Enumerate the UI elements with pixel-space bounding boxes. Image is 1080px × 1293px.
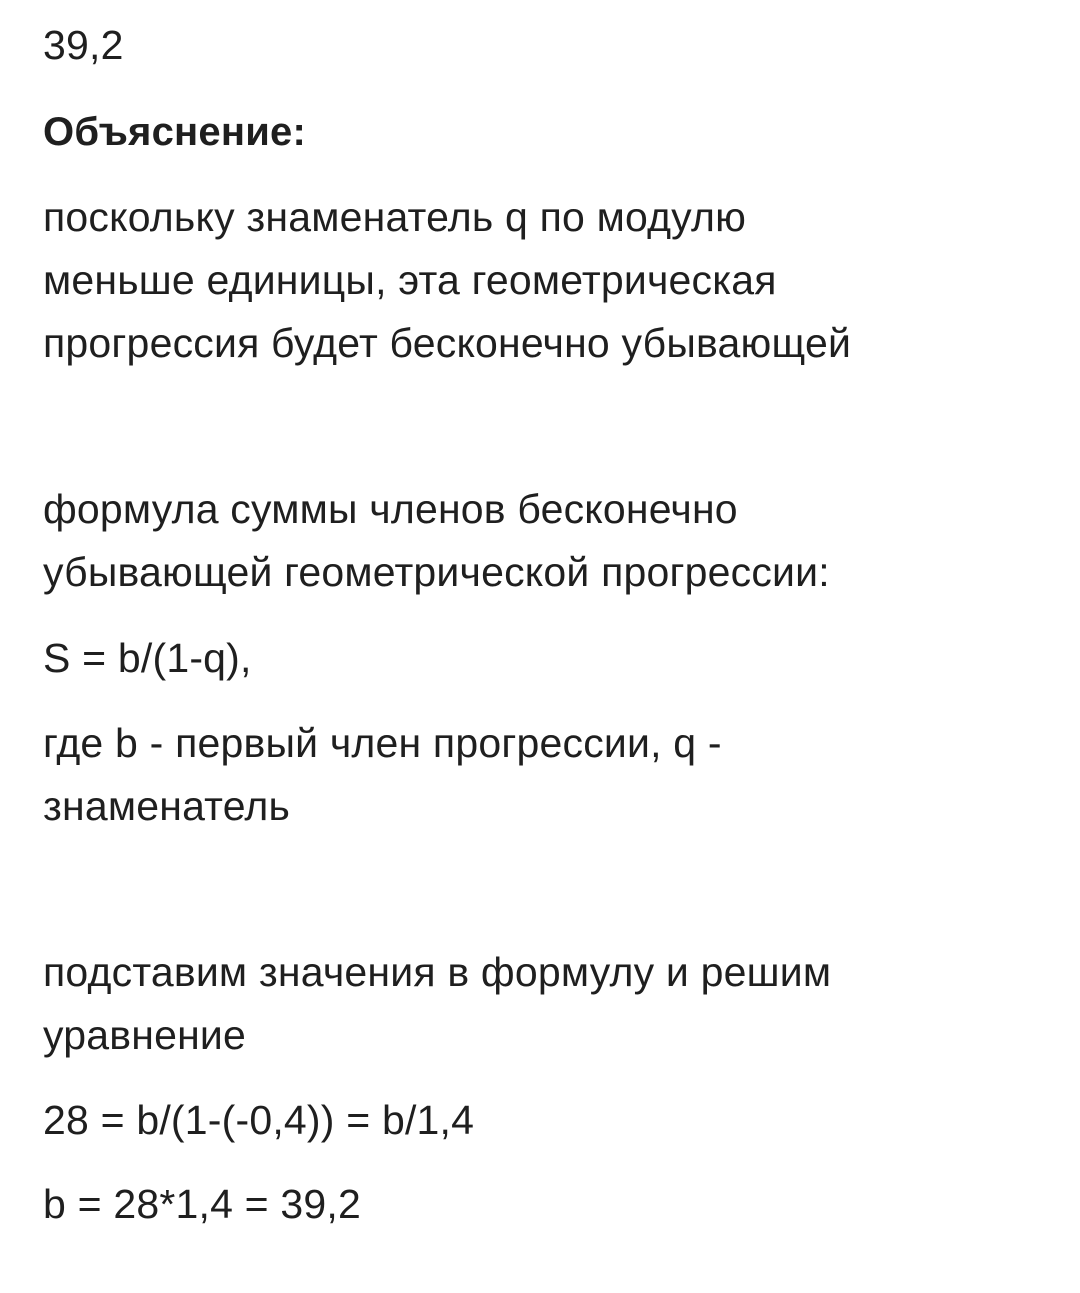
- paragraph1-line1: поскольку знаменатель q по модулю: [43, 194, 747, 240]
- paragraph2-line1: формула суммы членов бесконечно: [43, 486, 738, 532]
- paragraph4-line2: уравнение: [43, 1012, 247, 1058]
- answer-value: 39,2: [43, 22, 124, 68]
- paragraph3-line2: знаменатель: [43, 783, 291, 829]
- sum-formula: S = b/(1-q),: [43, 635, 252, 681]
- paragraph1-line3: прогрессия будет бесконечно убывающей: [43, 320, 852, 366]
- explanation-heading: Объяснение:: [43, 110, 306, 154]
- paragraph1-line2: меньше единицы, эта геометрическая: [43, 257, 777, 303]
- paragraph3-line1: где b - первый член прогрессии, q -: [43, 720, 722, 766]
- equation-substitution: 28 = b/(1-(-0,4)) = b/1,4: [43, 1097, 475, 1143]
- equation-result: b = 28*1,4 = 39,2: [43, 1181, 362, 1227]
- paragraph4-line1: подставим значения в формулу и решим: [43, 949, 832, 995]
- paragraph2-line2: убывающей геометрической прогрессии:: [43, 549, 830, 595]
